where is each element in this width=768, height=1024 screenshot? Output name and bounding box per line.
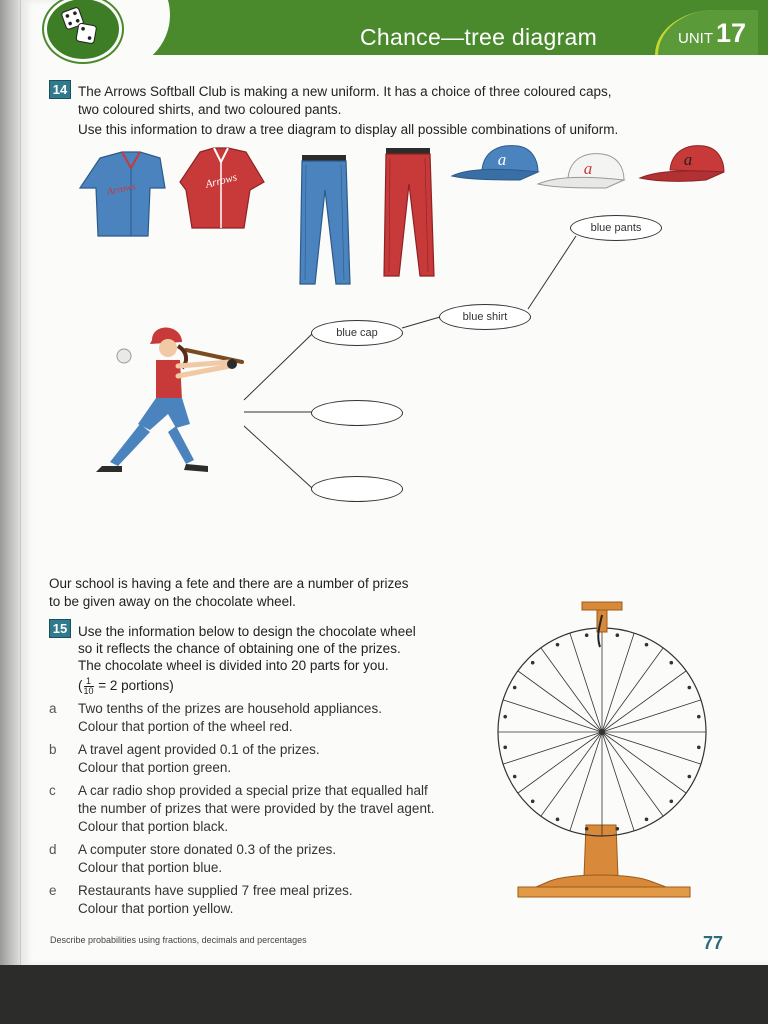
- q15-text-line2: so it reflects the chance of obtaining one of the prizes.: [78, 641, 401, 656]
- item-a-letter: a: [49, 701, 57, 716]
- q15-fraction-note: ( $\frac{1}{10}$ = 2 portions): [78, 675, 174, 696]
- white-cap-letter: a: [583, 159, 593, 178]
- unit-number: 17: [716, 18, 747, 48]
- fete-intro-line1: Our school is having a fete and there are a number of prizes: [49, 576, 409, 591]
- scan-background: [0, 965, 768, 1024]
- q15-text-line3: The chocolate wheel is divided into 20 parts for you.: [78, 658, 389, 673]
- wheel-spoke: [541, 732, 602, 816]
- chocolate-wheel[interactable]: [490, 595, 720, 915]
- tree-node-blue-shirt: blue shirt: [439, 304, 531, 330]
- wheel-peg: [503, 746, 507, 750]
- q14-text-line2: two coloured shirts, and two coloured pants.: [78, 102, 342, 117]
- item-d-letter: d: [49, 842, 57, 857]
- wheel-peg: [645, 818, 649, 822]
- item-e-line2: Colour that portion yellow.: [78, 901, 234, 916]
- question-14-badge: 14: [49, 80, 71, 99]
- fraction-numerator: 1: [84, 677, 94, 687]
- q14-text-line3: Use this information to draw a tree diagram to display all possible combinations of uniform.: [78, 122, 619, 137]
- wheel-peg: [697, 746, 701, 750]
- fete-intro-line2: to be given away on the chocolate wheel.: [49, 594, 296, 609]
- wheel-peg: [585, 827, 589, 831]
- wheel-spoke: [518, 732, 602, 793]
- tree-node-blue-pants: blue pants: [570, 215, 662, 241]
- item-c-line1: A car radio shop provided a special prize that equalled half: [78, 783, 428, 798]
- page-title: Chance—tree diagram: [360, 24, 598, 50]
- item-b-line2: Colour that portion green.: [78, 760, 232, 775]
- unit-label: UNIT: [678, 30, 713, 47]
- wheel-spoke: [570, 633, 602, 732]
- fraction-denominator: 10: [83, 685, 94, 696]
- red-cap-letter: a: [683, 150, 693, 169]
- wheel-spoke: [503, 700, 602, 732]
- wheel-spoke: [518, 671, 602, 732]
- wheel-peg: [669, 661, 673, 665]
- wheel-spoke: [570, 732, 602, 831]
- item-c-line2: the number of prizes that were provided by the travel agent.: [78, 801, 435, 816]
- wheel-peg: [688, 775, 692, 779]
- item-a-line1: Two tenths of the prizes are household appliances.: [78, 701, 382, 716]
- wheel-peg: [513, 686, 517, 690]
- item-b-line1: A travel agent provided 0.1 of the prizes.: [78, 742, 320, 757]
- wheel-spoke: [602, 732, 663, 816]
- red-shirt-logo: Arrows: [204, 171, 239, 191]
- q14-text-line1: The Arrows Softball Club is making a new uniform. It has a choice of three coloured caps,: [78, 84, 612, 99]
- tree-node-empty-1: [311, 400, 403, 426]
- footer-outcome-text: Describe probabilities using fractions, decimals and percentages: [50, 935, 307, 945]
- wheel-peg: [531, 799, 535, 803]
- wheel-spoke: [602, 700, 701, 732]
- item-b-letter: b: [49, 742, 57, 757]
- wheel-peg: [513, 775, 517, 779]
- wheel-peg: [503, 715, 507, 719]
- wheel-peg: [616, 827, 620, 831]
- wheel-hub: [599, 729, 605, 735]
- item-c-line3: Colour that portion black.: [78, 819, 229, 834]
- wheel-peg: [531, 661, 535, 665]
- item-e-line1: Restaurants have supplied 7 free meal prizes.: [78, 883, 353, 898]
- tree-node-blue-cap: blue cap: [311, 320, 403, 346]
- blue-cap-letter: a: [497, 150, 507, 169]
- item-e-letter: e: [49, 883, 57, 898]
- wheel-spoke: [602, 732, 686, 793]
- wheel-spoke: [503, 732, 602, 764]
- q15-text-line1: Use the information below to design the chocolate wheel: [78, 624, 416, 639]
- item-d-line2: Colour that portion blue.: [78, 860, 223, 875]
- page-number: 77: [703, 933, 724, 953]
- item-a-line2: Colour that portion of the wheel red.: [78, 719, 293, 734]
- wheel-spoke: [602, 648, 663, 732]
- wheel-spoke: [602, 732, 634, 831]
- wheel-peg: [556, 818, 560, 822]
- wheel-peg: [669, 799, 673, 803]
- wheel-spoke: [541, 648, 602, 732]
- question-15-badge: 15: [49, 619, 71, 638]
- wheel-peg: [585, 633, 589, 637]
- wheel-spoke: [602, 671, 686, 732]
- tree-node-empty-2: [311, 476, 403, 502]
- blue-shirt-logo: Arrows: [106, 181, 137, 198]
- wheel-peg: [556, 643, 560, 647]
- wheel-peg: [697, 715, 701, 719]
- wheel-spoke: [602, 732, 701, 764]
- wheel-peg: [688, 686, 692, 690]
- wheel-peg: [616, 633, 620, 637]
- wheel-peg: [645, 643, 649, 647]
- item-d-line1: A computer store donated 0.3 of the prizes.: [78, 842, 337, 857]
- wheel-spoke: [602, 633, 634, 732]
- item-c-letter: c: [49, 783, 56, 798]
